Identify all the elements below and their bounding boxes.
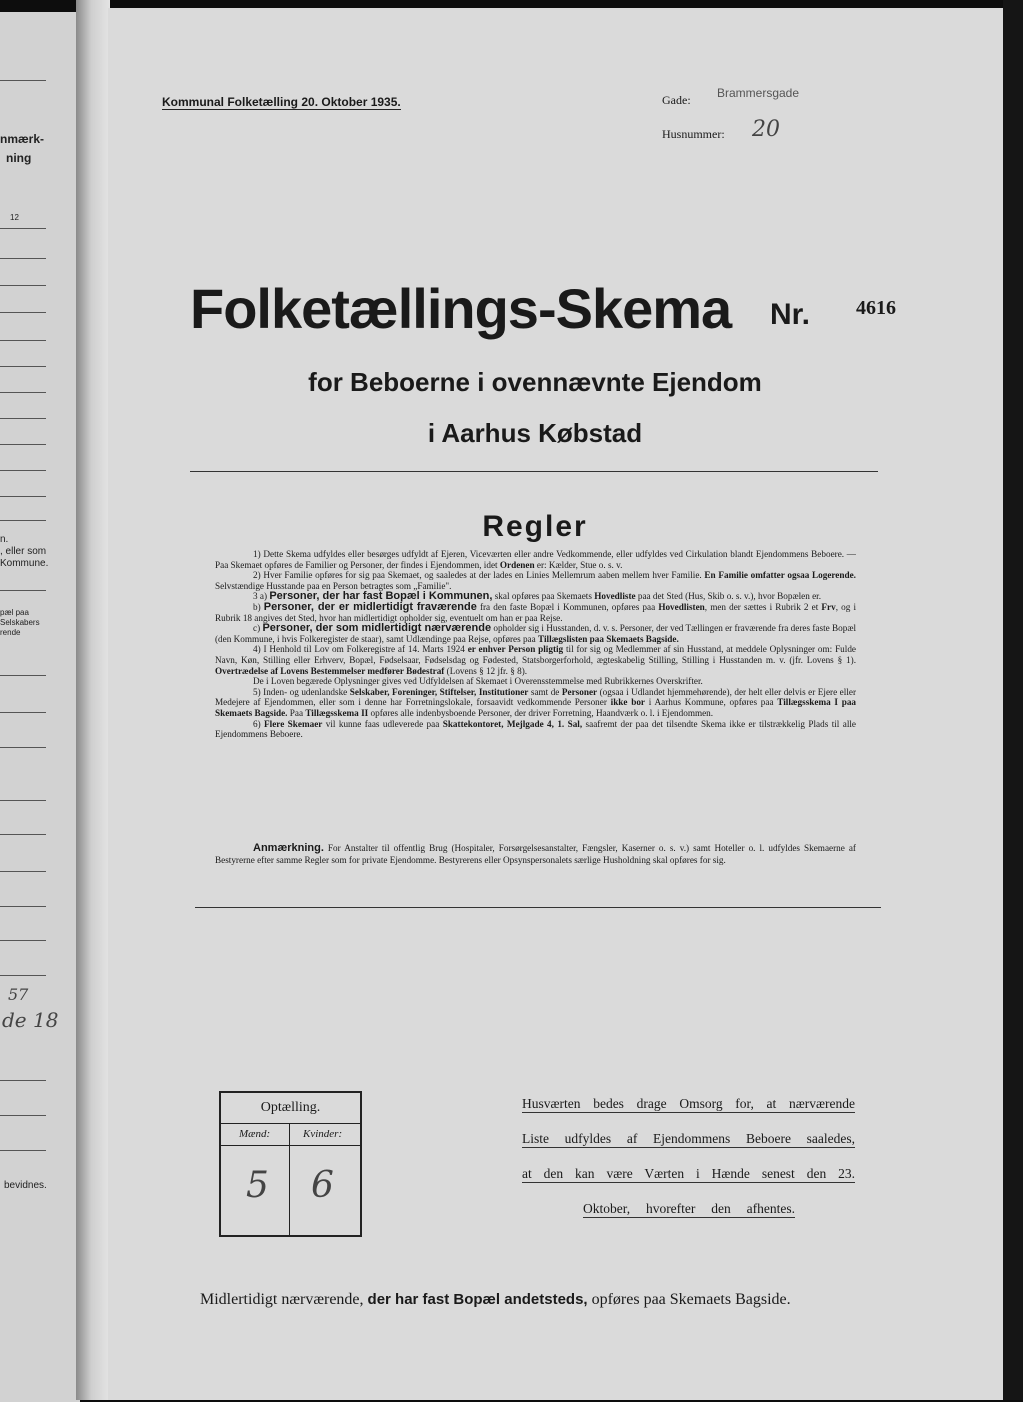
- count-box: [219, 1091, 362, 1237]
- divider: [190, 471, 878, 472]
- rule-paragraph: [215, 687, 856, 719]
- rules-list: [215, 549, 856, 740]
- rule-text: Tillægslisten paa Skemaets Bagside.: [538, 633, 679, 644]
- landlord-instruction-line: at den kan være Værten i Hænde senest den 23.: [522, 1166, 855, 1181]
- rule-text: til for sig og Medlemmer af sin Husstand, at meddele Oplysninger om: Fulde Navn, Køn, Stilling eller Erhverv, Bopæl, Fødselsaar, Fødselsdag og Fødested, Statsborgerforhold, ægteskabelig Stilling, Stilling i Husstanden m. v. (jfr. Lovens § 1).: [215, 644, 856, 665]
- left-page-text: n.: [0, 534, 9, 545]
- rule-text: i Aarhus Kommune, opføres paa: [645, 697, 778, 708]
- left-page-heading: nmærk-: [0, 132, 45, 146]
- count-box-title: Optælling.: [260, 1100, 321, 1115]
- rule-paragraph: [215, 623, 856, 644]
- rule-text: (Lovens § 12 jfr. § 8).: [444, 665, 528, 676]
- rule-text: , og i Rubrik 18 angives det Sted, hvor han midlertidigt opholder sig, eventuelt om han er paa Rejse.: [215, 601, 856, 623]
- landlord-instruction-line: Oktober, hvorefter den afhentes.: [583, 1201, 795, 1216]
- form-number-value: 4616: [856, 297, 896, 319]
- rule-text: Overtrædelse af Lovens Bestemmelser medfører Bødestraf: [215, 665, 445, 676]
- rule-text: Hovedliste: [594, 591, 636, 602]
- note-text: For Anstalter til offentlig Brug (Hospitaler, Forsørgelsesanstalter, Fængsler, Kaserner o. s. v.) samt Hoteller o. l. udfyldes Skemaerne af Bestyrerne efter samme Regler som for private Ejendomme. Bestyrerens eller Opsynspersonalets særlige Husholdning skal opføres for sig.: [215, 843, 856, 865]
- left-page-text: bevidnes.: [4, 1180, 47, 1191]
- rule-paragraph: [215, 549, 856, 570]
- form-number-label: Nr.: [770, 298, 811, 331]
- rule-paragraph: [215, 602, 856, 623]
- left-page-rule: [0, 80, 46, 81]
- left-page-handwriting: de 18: [2, 1008, 59, 1032]
- women-label: Kvinder:: [303, 1128, 343, 1140]
- rule-text: 6): [253, 718, 265, 729]
- rule-text: 3 a): [253, 591, 270, 602]
- rule-text: opholder sig i Husstanden, d. v. s. Personer, der ved Tællingen er fraværende fra deres faste Bopæl (den Kommune, i hvis Folkeregister de staar), samt Udlændinge paa Rejse, opføres paa: [215, 623, 856, 644]
- census-title: Kommunal Folketælling 20. Oktober 1935.: [162, 95, 401, 109]
- rule-text: c): [253, 623, 263, 634]
- men-count: 5: [246, 1165, 269, 1206]
- rule-text: opføres alle indenbysboende Personer, der driver Forretning, Haandværk o. l. i Ejendommen.: [368, 707, 714, 718]
- women-count: 6: [311, 1165, 334, 1206]
- rule-text: Personer, der som midlertidigt nærværende: [262, 622, 492, 635]
- rule-text: 4) I Henhold til Lov om Folkeregistre af 14. Marts 1924: [253, 644, 468, 655]
- landlord-instruction-line: Liste udfyldes af Ejendommens Beboere saaledes,: [522, 1131, 855, 1146]
- rule-text: Personer, der har fast Bopæl i Kommunen,: [269, 590, 493, 603]
- rule-paragraph: [215, 719, 856, 740]
- rule-text: vil kunne faas udleverede paa: [322, 718, 443, 729]
- rule-text: En Familie omfatter ogsaa Logerende.: [704, 570, 856, 581]
- bottom-note-text: opføres paa Skemaets Bagside.: [587, 1291, 791, 1308]
- men-label: Mænd:: [239, 1128, 271, 1140]
- rule-text: Tillægsskema I paa Skemaets Bagside.: [215, 697, 857, 718]
- note-label: Anmærkning.: [253, 842, 324, 854]
- page-right-edge: [1003, 0, 1023, 1400]
- form-subtitle-city: i Aarhus Købstad: [427, 418, 643, 448]
- rule-text: fra den faste Bopæl i Kommunen, opføres paa: [476, 601, 659, 612]
- rule-text: Selskaber, Foreninger, Stiftelser, Institutioner: [349, 686, 529, 697]
- rule-text: samt de: [528, 686, 562, 697]
- left-page-text: pæl paa: [0, 608, 29, 617]
- left-page-heading: ning: [6, 151, 32, 165]
- left-page-text: Kommune.: [0, 558, 49, 569]
- left-page-text: rende: [0, 628, 21, 637]
- note: [215, 843, 856, 866]
- rule-text: Personer, der er midlertidigt fraværende: [263, 600, 477, 613]
- rule-text: er enhver Person pligtig: [467, 644, 564, 655]
- bottom-note-text: Midlertidigt nærværende,: [200, 1291, 368, 1308]
- rule-text: Personer: [561, 686, 598, 697]
- count-box-rule: [221, 1123, 360, 1124]
- bottom-note-emphasis: der har fast Bopæl andetsteds,: [367, 1291, 588, 1308]
- street-label: Gade:: [662, 93, 691, 107]
- rule-text: Selvstændige Husstande paa en Person betragtes som „Familie".: [215, 580, 452, 591]
- rule-paragraph: [215, 570, 856, 591]
- rule-text: Tillægsskema II: [305, 707, 369, 718]
- divider: [195, 907, 881, 908]
- left-page-text: , eller som: [0, 546, 47, 557]
- house-number-value: 20: [752, 117, 780, 142]
- left-page-fragment: [0, 0, 80, 1400]
- landlord-instruction-line: Husværten bedes drage Omsorg for, at nærværende: [522, 1096, 855, 1111]
- rule-text: 2) Hver Familie opføres for sig paa Skemaet, og saaledes at der lades en Linies Mellemrum aaben mellem hver Familie.: [253, 570, 705, 581]
- left-page-text: Selskabers: [0, 618, 40, 627]
- rule-paragraph: [215, 676, 856, 687]
- house-number-label: Husnummer:: [662, 127, 725, 141]
- rule-text: (ogsaa i Udlandet hjemmehørende), der helt eller delvis er Ejere eller Medejere af Ejendommen, eller som i denne har Forretningslokale, forsaavidt vedkommende Personer: [215, 686, 857, 708]
- rule-text: De i Loven begærede Oplysninger gives ved Udfyldelsen af Skemaet i Overensstemmelse med Rubrikkernes Overskrifter.: [253, 676, 703, 687]
- rule-text: Flere Skemaer: [264, 718, 323, 729]
- rule-text: paa det Sted (Hus, Skib o. s. v.), hvor Bopælen er.: [635, 591, 822, 602]
- count-box-rule: [221, 1145, 360, 1146]
- rule-text: saafremt der paa det tilsendte Skema ikke er tilstrækkelig Plads til alle Ejendommens Beboere.: [215, 718, 856, 740]
- rule-text: , men der sættes i Rubrik 2 et: [704, 601, 822, 612]
- rule-text: Hovedlisten: [658, 601, 705, 612]
- left-page-handwriting: 57: [8, 985, 29, 1004]
- rule-text: er: Kælder, Stue o. s. v.: [534, 559, 623, 570]
- bottom-note: [200, 1291, 880, 1309]
- count-box-divider: [289, 1123, 290, 1235]
- rule-text: b): [253, 601, 264, 612]
- form-subtitle: for Beboerne i ovennævnte Ejendom: [308, 367, 762, 397]
- rules-heading: Regler: [482, 510, 588, 543]
- book-spine: [76, 0, 110, 1400]
- rule-text: skal opføres paa Skemaets: [492, 591, 595, 602]
- rule-text: 5) Inden- og udenlandske: [253, 686, 350, 697]
- rule-text: Ordenen: [499, 559, 535, 570]
- rule-text: ikke bor: [610, 697, 645, 708]
- left-page-column-number: 12: [10, 213, 19, 222]
- street-value: Brammersgade: [717, 86, 800, 100]
- rule-text: Paa: [287, 707, 306, 718]
- form-title: Folketællings-Skema: [190, 277, 732, 340]
- rule-text: 1) Dette Skema udfyldes eller besørges udfyldt af Ejeren, Viceværten eller andre Vedkommende, eller udfyldes ved Cirkulation blandt Ejendommens Beboere. — Paa Skemaet opføres de Familier og Personer, der findes i Ejendommen, idet: [215, 549, 856, 570]
- rule-text: Skattekontoret, Mejlgade 4, 1. Sal,: [442, 718, 583, 729]
- rule-text: Frv: [821, 601, 836, 612]
- rule-paragraph: [215, 644, 856, 676]
